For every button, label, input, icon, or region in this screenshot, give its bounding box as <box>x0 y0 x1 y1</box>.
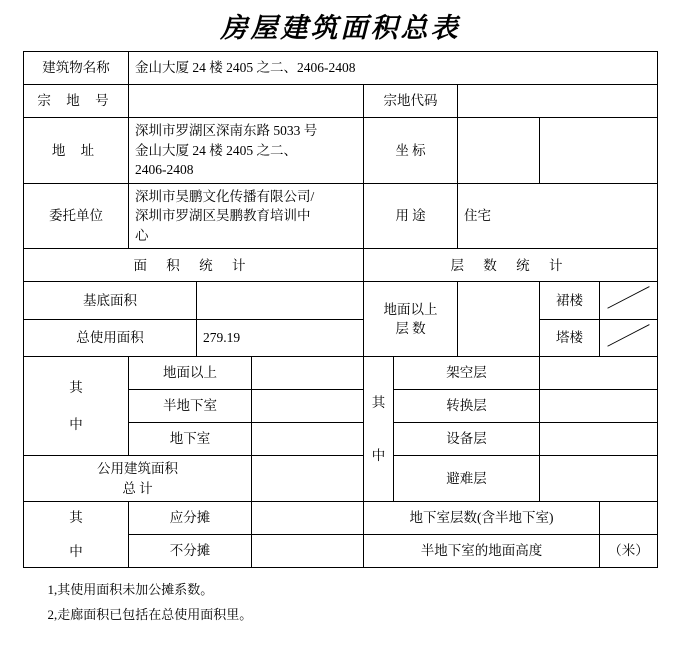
floor-stats-title: 层 数 统 计 <box>364 249 658 282</box>
unit-label: （米） <box>600 535 658 568</box>
table-row-land-parcel <box>24 85 658 118</box>
total-use-area-value: 279.19 <box>197 319 364 356</box>
table-row-base-area <box>24 282 658 319</box>
address-value <box>129 118 364 184</box>
above-ground-label: 地面以上 <box>129 357 252 390</box>
building-name-label: 建筑物名称 <box>24 52 129 85</box>
coordinate-value-2 <box>540 118 658 184</box>
page-title: 房屋建筑面积总表 <box>220 13 461 43</box>
diagonal-strike-icon <box>606 323 651 348</box>
refuge-floor-label: 避难层 <box>394 456 540 502</box>
equipment-floor-value <box>540 423 658 456</box>
shared-label: 应分摊 <box>129 502 252 535</box>
diagonal-strike-icon <box>606 285 651 310</box>
unshared-label: 不分摊 <box>129 535 252 568</box>
podium-value <box>600 282 658 319</box>
coordinate-value-1 <box>458 118 540 184</box>
usage-value: 住宅 <box>458 183 658 249</box>
land-code-value <box>458 85 658 118</box>
semi-basement-value <box>252 390 364 423</box>
public-area-label: 公用建筑面积 总 计 <box>24 456 252 502</box>
stilt-floor-label: 架空层 <box>394 357 540 390</box>
basement-label: 地下室 <box>129 423 252 456</box>
area-stats-title: 面 积 统 计 <box>24 249 364 282</box>
land-code-label: 宗地代码 <box>364 85 458 118</box>
unshared-value <box>252 535 364 568</box>
base-area-value <box>197 282 364 319</box>
base-area-label: 基底面积 <box>24 282 197 319</box>
entrust-line-1: 深圳市昊鹏文化传播有限公司/ <box>135 188 315 204</box>
table-row-public-area <box>24 456 658 502</box>
left-qizhong-label: 其 中 <box>24 357 129 456</box>
transfer-floor-label: 转换层 <box>394 390 540 423</box>
basement-count-value <box>600 502 658 535</box>
land-parcel-value <box>129 85 364 118</box>
above-ground-floor-value <box>458 282 540 357</box>
building-name-value: 金山大厦 24 楼 2405 之二、2406-2408 <box>129 52 658 85</box>
entrust-line-3: 心 <box>135 227 149 243</box>
refuge-floor-value <box>540 456 658 502</box>
total-use-area-label: 总使用面积 <box>24 319 197 356</box>
transfer-floor-value <box>540 390 658 423</box>
share-qizhong-label: 其 中 <box>24 502 129 568</box>
table-row-total-use-area <box>24 319 658 356</box>
above-ground-floor-label: 地面以上 层 数 <box>364 282 458 357</box>
entrust-line-2: 深圳市罗湖区昊鹏教育培训中 <box>135 208 311 224</box>
note-line-1: 1,其使用面积未加公摊系数。 <box>47 582 214 598</box>
tower-label: 塔楼 <box>540 319 600 356</box>
equipment-floor-label: 设备层 <box>394 423 540 456</box>
address-line-2: 金山大厦 24 楼 2405 之二、 <box>135 142 297 158</box>
tower-value <box>600 319 658 356</box>
area-summary-table <box>23 51 658 568</box>
table-row-above-ground <box>24 357 658 390</box>
address-line-1: 深圳市罗湖区深南东路 5033 号 <box>135 123 318 138</box>
entrust-value <box>129 183 364 249</box>
coordinate-label: 坐 标 <box>364 118 458 184</box>
basement-count-label: 地下室层数(含半地下室) <box>364 502 600 535</box>
table-row-building-name <box>24 52 658 85</box>
table-row-entrust <box>24 183 658 249</box>
notes-section <box>24 578 658 627</box>
note-line-2: 2,走廊面积已包括在总使用面积里。 <box>47 606 253 622</box>
table-row-section-titles <box>24 249 658 282</box>
above-ground-value <box>252 357 364 390</box>
table-row-address <box>24 118 658 184</box>
public-area-value <box>252 456 364 502</box>
entrust-label: 委托单位 <box>24 183 129 249</box>
shared-value <box>252 502 364 535</box>
stilt-floor-value <box>540 357 658 390</box>
right-qizhong-label: 其 中 <box>364 357 394 502</box>
address-line-3: 2406-2408 <box>135 162 194 178</box>
podium-label: 裙楼 <box>540 282 600 319</box>
semi-basement-height-label: 半地下室的地面高度 <box>364 535 600 568</box>
semi-basement-label: 半地下室 <box>129 390 252 423</box>
basement-value <box>252 423 364 456</box>
address-label: 地 址 <box>24 118 129 184</box>
table-row-shared <box>24 502 658 535</box>
land-parcel-label: 宗 地 号 <box>24 85 129 118</box>
usage-label: 用 途 <box>364 183 458 249</box>
